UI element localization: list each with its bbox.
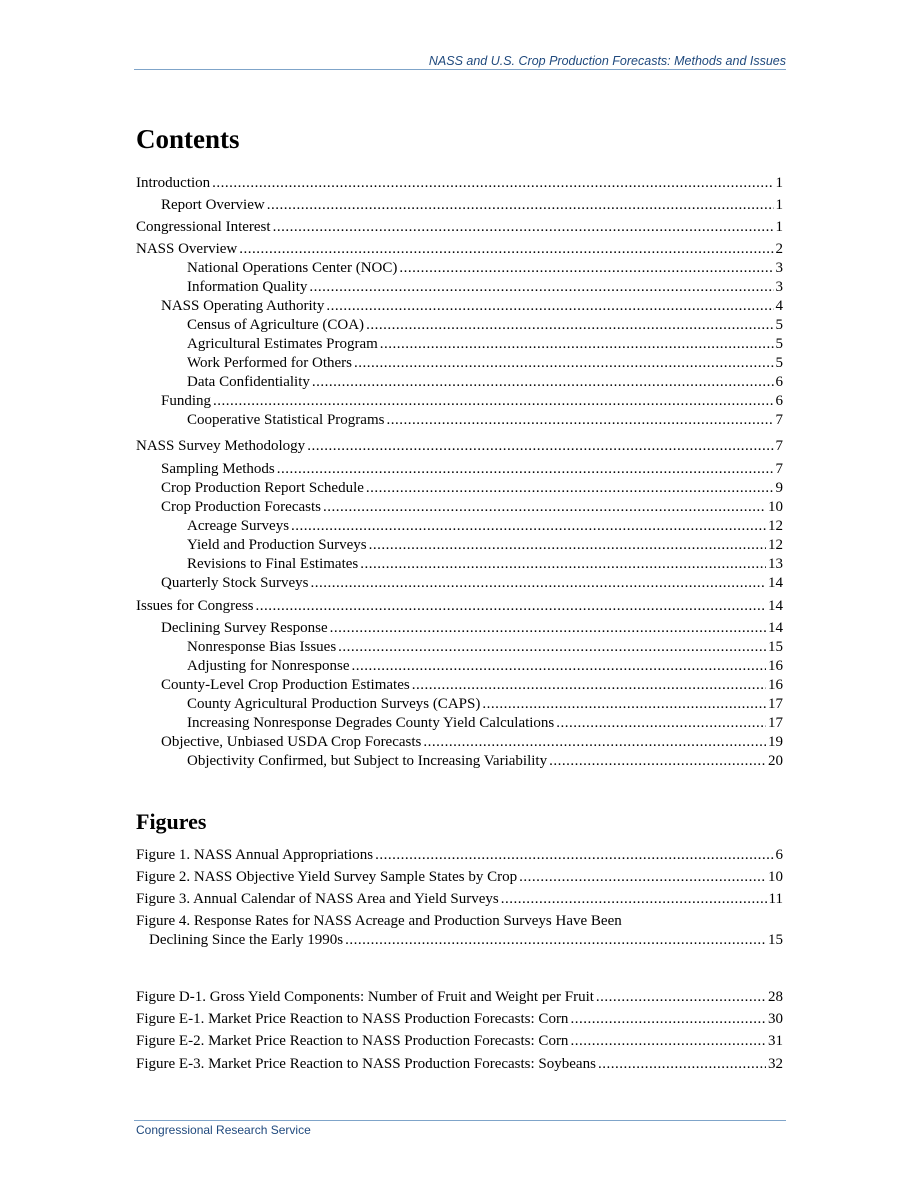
toc-entry[interactable]: Cooperative Statistical Programs ..... 7 <box>136 411 783 430</box>
toc-group-intro <box>136 174 783 193</box>
toc-entry[interactable]: Increasing Nonresponse Degrades County Yield Calculations ..... 17 <box>136 714 783 733</box>
toc-entry[interactable]: NASS Survey Methodology ..... 7 <box>136 437 783 456</box>
toc-entry[interactable]: Work Performed for Others ..... 5 <box>136 354 783 373</box>
figure-entry-two-line[interactable] <box>136 912 783 950</box>
toc-entry[interactable]: Census of Agriculture (COA) ..... 5 <box>136 316 783 335</box>
toc-entry[interactable]: Adjusting for Nonresponse ..... 16 <box>136 657 783 676</box>
toc-entry[interactable]: Yield and Production Surveys ..... 12 <box>136 536 783 555</box>
footer-divider <box>134 1120 786 1121</box>
toc-entry[interactable]: County-Level Crop Production Estimates ..... 16 <box>136 676 783 695</box>
figure-list <box>136 890 783 909</box>
toc-group-issues <box>136 597 783 616</box>
figure-entry[interactable]: Figure E-1. Market Price Reaction to NASS Production Forecasts: Corn ..... 30 <box>136 1010 783 1029</box>
toc-group-nass-overview <box>136 240 783 430</box>
toc-entry[interactable]: Quarterly Stock Surveys ..... 14 <box>136 574 783 593</box>
toc-entry[interactable]: NASS Overview ..... 2 <box>136 240 783 259</box>
figure-entry[interactable]: Figure 3. Annual Calendar of NASS Area and Yield Surveys ..... 11 <box>136 890 783 909</box>
contents-heading: Contents <box>136 124 240 154</box>
toc-entry[interactable]: NASS Operating Authority ..... 4 <box>136 297 783 316</box>
header-divider <box>134 69 786 70</box>
toc-group <box>136 218 783 237</box>
toc-entry[interactable]: Acreage Surveys ..... 12 <box>136 517 783 536</box>
appendix-figure-list <box>136 1055 783 1074</box>
toc-entry[interactable]: Data Confidentiality ..... 6 <box>136 373 783 392</box>
toc-entry[interactable]: Issues for Congress ..... 14 <box>136 597 783 616</box>
appendix-figure-list <box>136 1010 783 1029</box>
toc-entry[interactable]: Objectivity Confirmed, but Subject to Increasing Variability ..... 20 <box>136 752 783 771</box>
toc-group-issues-sub <box>136 619 783 771</box>
toc-entry[interactable]: Introduction ..... 1 <box>136 174 783 193</box>
toc-group <box>136 196 783 215</box>
toc-entry[interactable]: Information Quality ..... 3 <box>136 278 783 297</box>
figure-entry[interactable]: Figure E-3. Market Price Reaction to NASS Production Forecasts: Soybeans ..... 32 <box>136 1055 783 1074</box>
toc-entry[interactable]: Crop Production Forecasts ..... 10 <box>136 498 783 517</box>
figure-entry[interactable]: Figure 2. NASS Objective Yield Survey Sample States by Crop ..... 10 <box>136 868 783 887</box>
figure-entry[interactable]: Figure 1. NASS Annual Appropriations ..... 6 <box>136 846 783 865</box>
toc-group-methodology <box>136 437 783 456</box>
appendix-figure-list <box>136 1032 783 1051</box>
figure-entry[interactable]: Figure D-1. Gross Yield Components: Number of Fruit and Weight per Fruit ..... 28 <box>136 988 783 1007</box>
toc-entry[interactable]: County Agricultural Production Surveys (CAPS) ..... 17 <box>136 695 783 714</box>
toc-entry[interactable]: Nonresponse Bias Issues ..... 15 <box>136 638 783 657</box>
figure-list <box>136 846 783 865</box>
appendix-figure-list <box>136 988 783 1007</box>
toc-entry[interactable]: Declining Survey Response ..... 14 <box>136 619 783 638</box>
figure-entry[interactable]: Figure E-2. Market Price Reaction to NASS Production Forecasts: Corn ..... 31 <box>136 1032 783 1051</box>
figures-heading: Figures <box>136 809 207 834</box>
toc-entry[interactable]: Report Overview ..... 1 <box>136 196 783 215</box>
toc-entry[interactable]: National Operations Center (NOC) ..... 3 <box>136 259 783 278</box>
toc-entry[interactable]: Objective, Unbiased USDA Crop Forecasts ..... 19 <box>136 733 783 752</box>
figure-entry-line1: Figure 4. Response Rates for NASS Acreage and Production Surveys Have Been <box>136 913 622 929</box>
toc-entry[interactable]: Funding ..... 6 <box>136 392 783 411</box>
figure-list <box>136 868 783 887</box>
toc-group-methodology-sub <box>136 460 783 593</box>
figure-entry-line2: Declining Since the Early 1990s ..... 15 <box>136 931 783 950</box>
toc-entry[interactable]: Sampling Methods ..... 7 <box>136 460 783 479</box>
toc-entry[interactable]: Crop Production Report Schedule ..... 9 <box>136 479 783 498</box>
toc-entry[interactable]: Congressional Interest ..... 1 <box>136 218 783 237</box>
toc-entry[interactable]: Agricultural Estimates Program ..... 5 <box>136 335 783 354</box>
toc-entry[interactable]: Revisions to Final Estimates ..... 13 <box>136 555 783 574</box>
running-header: NASS and U.S. Crop Production Forecasts: Methods and Issues <box>428 54 786 68</box>
running-footer: Congressional Research Service <box>136 1123 311 1137</box>
